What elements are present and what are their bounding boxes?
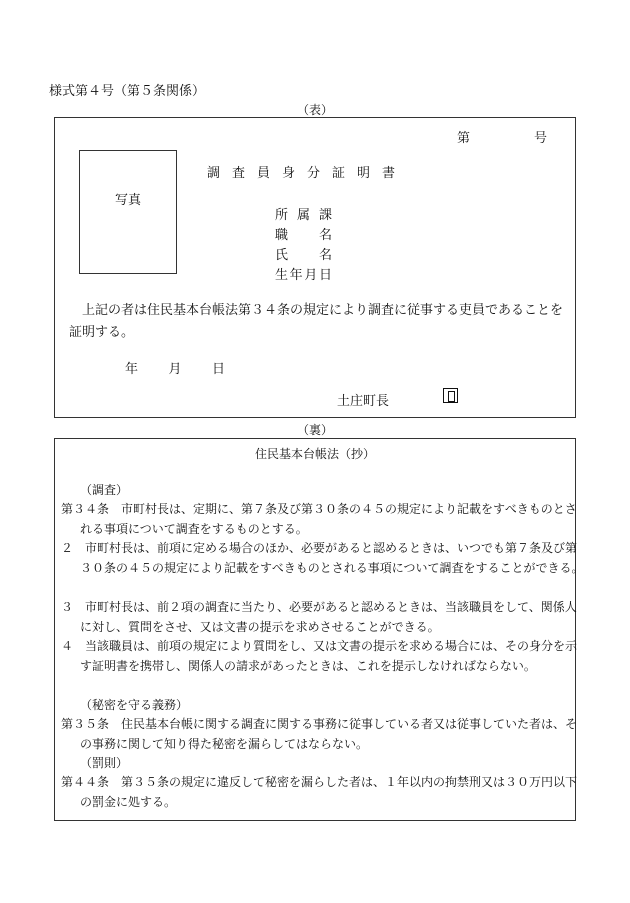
certificate-number [457, 127, 547, 146]
field-char: 生 [275, 268, 289, 283]
issue-date [125, 358, 225, 377]
back-side-label: （裏） [296, 423, 333, 437]
field-char: 名 [318, 248, 332, 263]
article-34: 第３４条 市町村長は、定期に、第７条及び第３０条の４５の規定により記載をすべきものとされる事項について調査をするものとする。 [61, 502, 577, 536]
field-char: 名 [318, 228, 332, 243]
law-title: 住民基本台帳法（抄） [254, 447, 375, 461]
front-side-label: （表） [296, 103, 333, 117]
heading-penalty: （罰則） [80, 756, 129, 770]
number-suffix: 号 [533, 131, 547, 146]
article-34-paragraph-4: ４ 当該職員は、前項の規定により質問をし、又は文書の提示を求める場合には、その身分を示す証明書を携帯し、関係人の請求があったときは、これを提示しなければならない。 [61, 639, 578, 673]
seal-stamp-icon [443, 388, 458, 403]
form-title: 様式第４号（第５条関係） [49, 84, 206, 99]
field-char: 年 [289, 268, 303, 283]
field-char: 課 [318, 208, 332, 223]
field-position [275, 224, 332, 243]
field-name [275, 244, 332, 263]
field-char: 月 [304, 268, 318, 283]
certificate-back [54, 438, 584, 821]
article-35: 第３５条 住民基本台帳に関する調査に関する事務に従事している者又は従事していた者は、その事務に関して知り得た秘密を漏らしてはならない。 [61, 717, 578, 751]
date-year: 年 [125, 362, 139, 377]
date-month: 月 [168, 362, 182, 377]
field-char: 日 [318, 268, 332, 283]
certification-statement [69, 300, 569, 344]
date-day: 日 [211, 362, 225, 377]
field-char: 属 [296, 208, 310, 223]
field-char: 所 [275, 208, 289, 223]
issuer-name: 土庄町長 [337, 394, 390, 409]
article-34-paragraph-3: ３ 市町村長は、前２項の調査に当たり、必要があると認めるときは、当該職員をして、関係人に対し、質問をさせ、又は文書の提示を求めさせることができる。 [61, 600, 577, 634]
photo-label: 写真 [114, 193, 141, 208]
field-birthdate [275, 264, 332, 283]
number-prefix: 第 [457, 131, 471, 146]
statement-text: 上記の者は住民基本台帳法第３４条の規定により調査に従事する吏員であることを証明する。 [69, 303, 564, 340]
photo-box [79, 150, 177, 274]
field-char: 職 [275, 228, 289, 243]
field-department [275, 204, 332, 223]
heading-confidentiality: （秘密を守る義務） [80, 698, 189, 712]
article-34-paragraph-2: ２ 市町村長は、前項に定める場合のほか、必要があると認めるときは、いつでも第７条及び第３０条の４５の規定により記載をすべきものとされる事項について調査をすることができる。 [61, 541, 584, 575]
field-char: 氏 [275, 248, 289, 263]
certificate-front [54, 117, 576, 418]
document-title: 調査員身分証明書 [207, 166, 408, 181]
heading-investigation: （調査） [80, 483, 129, 497]
article-44: 第４４条 第３５条の規定に違反して秘密を漏らした者は、１年以内の拘禁刑又は３０万円以下の罰金に処する。 [61, 775, 578, 809]
